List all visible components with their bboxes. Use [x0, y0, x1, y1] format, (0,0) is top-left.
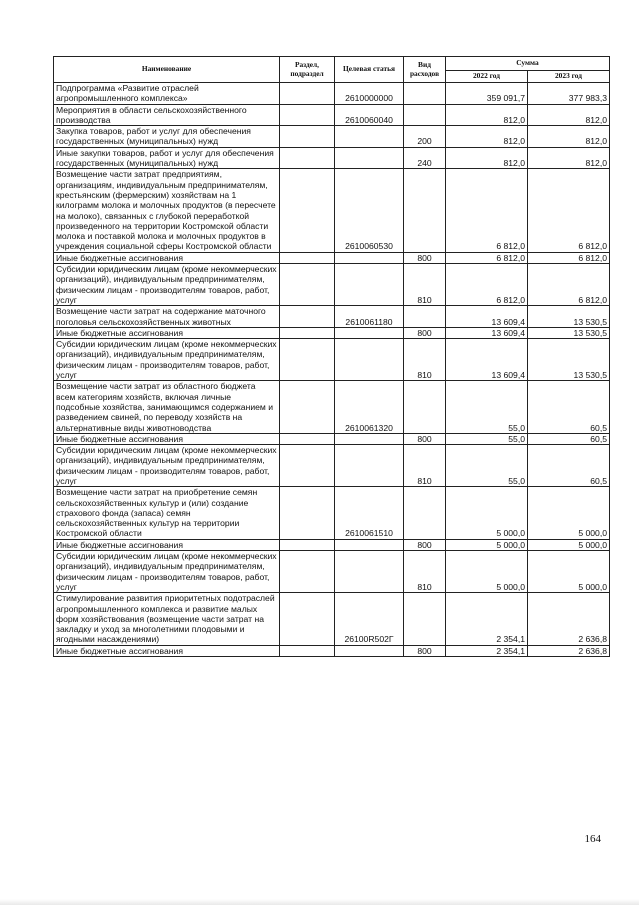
cell-target: 2610061510	[335, 487, 404, 539]
cell-type: 810	[404, 264, 446, 306]
header-section: Раздел, подраздел	[280, 57, 335, 83]
cell-name: Мероприятия в области сельскохозяйственного производства	[54, 104, 280, 126]
cell-2023: 6 812,0	[528, 169, 610, 252]
cell-type	[404, 83, 446, 105]
cell-2022: 812,0	[446, 147, 528, 169]
cell-type	[404, 169, 446, 252]
cell-2023: 13 530,5	[528, 306, 610, 328]
table-row	[54, 593, 610, 645]
cell-2023: 60,5	[528, 381, 610, 433]
cell-type: 810	[404, 551, 446, 593]
cell-2023: 6 812,0	[528, 264, 610, 306]
table-row	[54, 381, 610, 433]
cell-name: Субсидии юридическим лицам (кроме некоммерческих организаций), индивидуальным предпринимателям, физическим лицам - производителям товаров, работ, услуг	[54, 264, 280, 306]
cell-2023: 5 000,0	[528, 487, 610, 539]
cell-name: Субсидии юридическим лицам (кроме некоммерческих организаций), индивидуальным предпринимателям, физическим лицам - производителям товаров, работ, услуг	[54, 551, 280, 593]
cell-section	[280, 339, 335, 381]
cell-2023: 812,0	[528, 126, 610, 148]
cell-type: 800	[404, 327, 446, 338]
header-target: Целевая статья	[335, 57, 404, 83]
page-number: 164	[584, 833, 601, 845]
cell-2023: 5 000,0	[528, 551, 610, 593]
cell-2023: 2 636,8	[528, 645, 610, 656]
cell-2022: 5 000,0	[446, 539, 528, 550]
header-year-2022: 2022 год	[446, 71, 528, 83]
cell-name: Возмещение части затрат на содержание маточного поголовья сельскохозяйственных животных	[54, 306, 280, 328]
cell-name: Возмещение части затрат на приобретение семян сельскохозяйственных культур и (или) создание страхового фонда (запаса) семян сельскохозяйственных культур на территории Костромской области	[54, 487, 280, 539]
cell-2022: 6 812,0	[446, 252, 528, 263]
cell-target	[335, 327, 404, 338]
cell-type	[404, 104, 446, 126]
cell-2023: 60,5	[528, 445, 610, 487]
header-sum: Сумма	[446, 57, 610, 71]
cell-2022: 55,0	[446, 433, 528, 444]
cell-2022: 2 354,1	[446, 645, 528, 656]
cell-target	[335, 264, 404, 306]
cell-target: 2610061320	[335, 381, 404, 433]
cell-2023: 6 812,0	[528, 252, 610, 263]
cell-name: Иные бюджетные ассигнования	[54, 327, 280, 338]
cell-type	[404, 487, 446, 539]
cell-2023: 812,0	[528, 147, 610, 169]
cell-section	[280, 252, 335, 263]
cell-section	[280, 487, 335, 539]
cell-section	[280, 551, 335, 593]
table-row	[54, 433, 610, 444]
cell-target: 2610060530	[335, 169, 404, 252]
table-row	[54, 147, 610, 169]
cell-type: 800	[404, 252, 446, 263]
cell-name: Возмещение части затрат из областного бюджета всем категориям хозяйств, включая личные подсобные хозяйства, занимающимся содержанием и разведением свиней, по переводу хозяйств на альтернативные виды животноводства	[54, 381, 280, 433]
cell-target	[335, 539, 404, 550]
table-row	[54, 327, 610, 338]
table-row	[54, 306, 610, 328]
cell-2023: 377 983,3	[528, 83, 610, 105]
cell-2022: 13 609,4	[446, 327, 528, 338]
cell-type: 810	[404, 339, 446, 381]
header-type: Вид расходов	[404, 57, 446, 83]
cell-type: 800	[404, 539, 446, 550]
cell-2022: 359 091,7	[446, 83, 528, 105]
cell-name: Иные бюджетные ассигнования	[54, 433, 280, 444]
table-body	[54, 83, 610, 657]
cell-target	[335, 433, 404, 444]
table-row	[54, 83, 610, 105]
cell-target: 2610000000	[335, 83, 404, 105]
cell-name: Субсидии юридическим лицам (кроме некоммерческих организаций), индивидуальным предпринимателям, физическим лицам - производителям товаров, работ, услуг	[54, 339, 280, 381]
cell-section	[280, 169, 335, 252]
cell-2022: 5 000,0	[446, 487, 528, 539]
scan-edge	[0, 899, 639, 905]
cell-type	[404, 381, 446, 433]
cell-name: Иные бюджетные ассигнования	[54, 252, 280, 263]
table-row	[54, 445, 610, 487]
table-row	[54, 169, 610, 252]
cell-name: Стимулирование развития приоритетных подотраслей агропромышленного комплекса и развитие малых форм хозяйствования (возмещение части затрат на закладку и уход за многолетними плодовыми и ягодными насаждениями)	[54, 593, 280, 645]
cell-section	[280, 126, 335, 148]
cell-target	[335, 645, 404, 656]
header-name: Наименование	[54, 57, 280, 83]
table-row	[54, 645, 610, 656]
cell-target: 26100R502Г	[335, 593, 404, 645]
cell-target	[335, 551, 404, 593]
cell-2022: 55,0	[446, 445, 528, 487]
cell-target: 2610060040	[335, 104, 404, 126]
cell-2022: 6 812,0	[446, 169, 528, 252]
cell-section	[280, 433, 335, 444]
cell-type: 800	[404, 433, 446, 444]
cell-2023: 13 530,5	[528, 339, 610, 381]
cell-target: 2610061180	[335, 306, 404, 328]
cell-2023: 812,0	[528, 104, 610, 126]
table-row	[54, 264, 610, 306]
cell-type: 800	[404, 645, 446, 656]
cell-2022: 55,0	[446, 381, 528, 433]
cell-name: Иные бюджетные ассигнования	[54, 645, 280, 656]
cell-type	[404, 306, 446, 328]
table-row	[54, 126, 610, 148]
cell-section	[280, 593, 335, 645]
cell-name: Иные закупки товаров, работ и услуг для обеспечения государственных (муниципальных) нужд	[54, 147, 280, 169]
cell-type	[404, 593, 446, 645]
cell-section	[280, 445, 335, 487]
cell-name: Иные бюджетные ассигнования	[54, 539, 280, 550]
cell-section	[280, 83, 335, 105]
table-row	[54, 252, 610, 263]
cell-target	[335, 126, 404, 148]
cell-type: 810	[404, 445, 446, 487]
cell-2023: 5 000,0	[528, 539, 610, 550]
cell-section	[280, 264, 335, 306]
table-row	[54, 551, 610, 593]
budget-table	[53, 56, 610, 657]
header-year-2023: 2023 год	[528, 71, 610, 83]
cell-type: 200	[404, 126, 446, 148]
cell-section	[280, 306, 335, 328]
cell-section	[280, 147, 335, 169]
cell-name: Возмещение части затрат предприятиям, организациям, индивидуальным предпринимателям, крестьянским (фермерским) хозяйствам на 1 килограмм молока и молочных продуктов (в пересчете на молоко), связанных с глубокой переработкой произведенного на территории Костромской области молока и поставкой молока и молочных продуктов в учреждения социальной сферы Костромской области	[54, 169, 280, 252]
table-row	[54, 487, 610, 539]
cell-2022: 5 000,0	[446, 551, 528, 593]
cell-2022: 13 609,4	[446, 306, 528, 328]
cell-section	[280, 327, 335, 338]
cell-target	[335, 445, 404, 487]
cell-target	[335, 147, 404, 169]
cell-section	[280, 539, 335, 550]
cell-target	[335, 252, 404, 263]
cell-name: Закупка товаров, работ и услуг для обеспечения государственных (муниципальных) нужд	[54, 126, 280, 148]
cell-type: 240	[404, 147, 446, 169]
table-header	[54, 57, 610, 83]
cell-2022: 812,0	[446, 126, 528, 148]
cell-2023: 13 530,5	[528, 327, 610, 338]
table-row	[54, 339, 610, 381]
table-row	[54, 104, 610, 126]
cell-section	[280, 645, 335, 656]
cell-2022: 812,0	[446, 104, 528, 126]
table-row	[54, 539, 610, 550]
cell-section	[280, 381, 335, 433]
cell-2022: 13 609,4	[446, 339, 528, 381]
cell-section	[280, 104, 335, 126]
cell-target	[335, 339, 404, 381]
cell-2023: 2 636,8	[528, 593, 610, 645]
cell-name: Субсидии юридическим лицам (кроме некоммерческих организаций), индивидуальным предпринимателям, физическим лицам - производителям товаров, работ, услуг	[54, 445, 280, 487]
cell-name: Подпрограмма «Развитие отраслей агропромышленного комплекса»	[54, 83, 280, 105]
cell-2022: 6 812,0	[446, 264, 528, 306]
cell-2022: 2 354,1	[446, 593, 528, 645]
cell-2023: 60,5	[528, 433, 610, 444]
